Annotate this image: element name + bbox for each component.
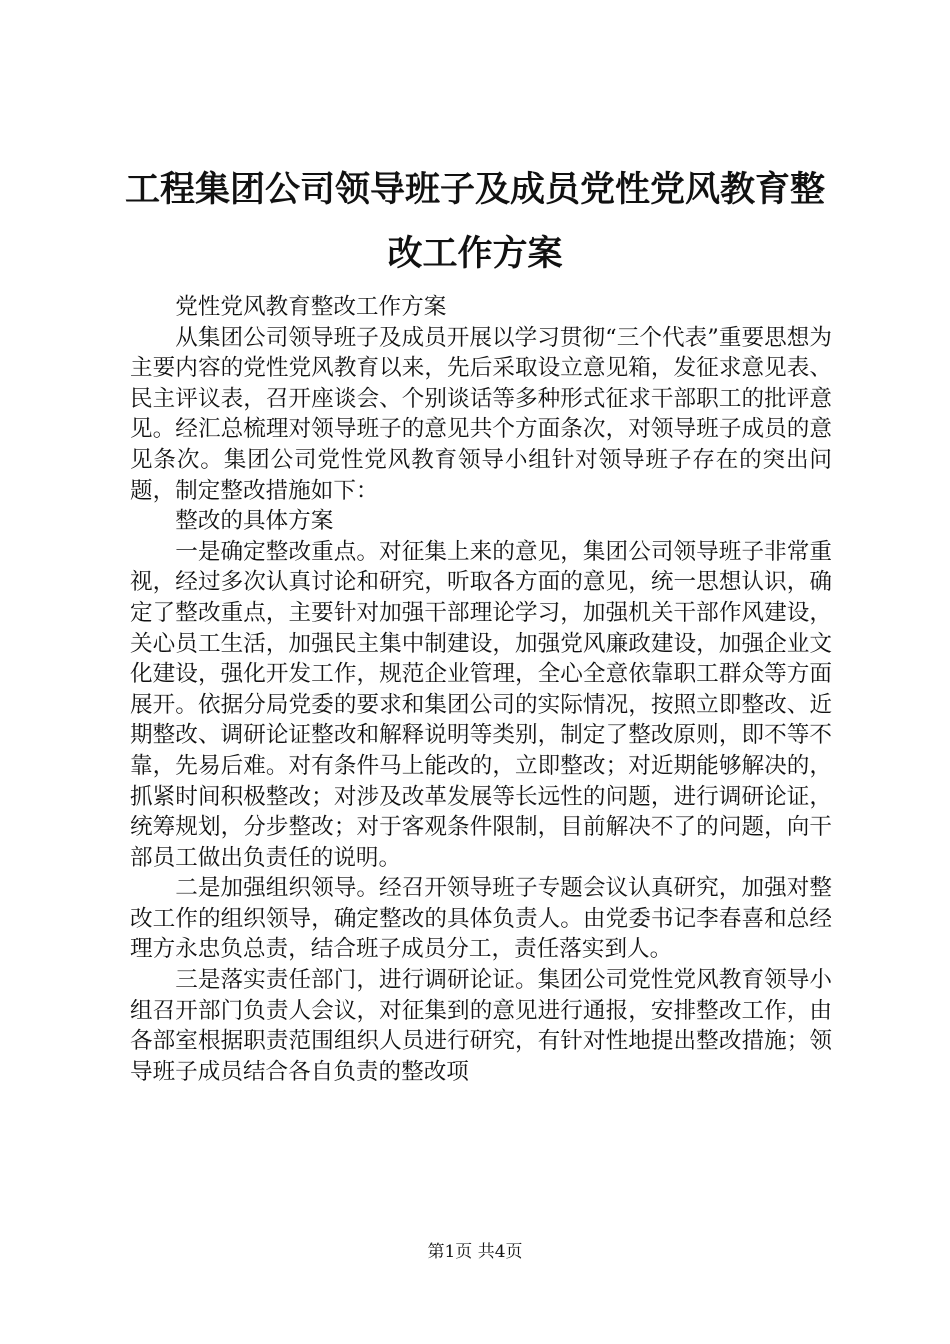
section-heading: 整改的具体方案 <box>175 508 334 535</box>
body-paragraph: 一是确定整改重点。对征集上来的意见，集团公司领导班子非常重视，经过多次认真讨论和研究，听取各方面的意见，统一思想认识，确定了整改重点，主要针对加强干部理论学习，加强机关干部作风建设，关心员工生活，加强民主集中制建设，加强党风廉政建设，加强企业文化建设，强化开发工作，规范企业管理，全心全意依靠职工群众等方面展开。依据分局党委的要求和集团公司的实际情况，按照立即整改、近期整改、调研论证整改和解释说明等类别，制定了整改原则，即不等不靠，先易后难。对有条件马上能改的，立即整改；对近期能够解决的，抓紧时间积极整改；对涉及改革发展等长远性的问题，进行调研论证，统筹规划，分步整改；对于客观条件限制，目前解决不了的问题，向干部员工做出负责任的说明。 <box>130 538 832 871</box>
body-paragraph: 从集团公司领导班子及成员开展以学习贯彻“三个代表”重要思想为主要内容的党性党风教育以来，先后采取设立意见箱，发征求意见表、民主评议表，召开座谈会、个别谈话等多种形式征求干部职工的批评意见。经汇总梳理对领导班子的意见共个方面条次，对领导班子成员的意见条次。集团公司党性党风教育领导小组针对领导班子存在的突出问题，制定整改措施如下： <box>130 324 832 504</box>
page-number: 第1页 共4页 <box>427 1242 523 1262</box>
body-paragraph: 二是加强组织领导。经召开领导班子专题会议认真研究，加强对整改工作的组织领导，确定整改的具体负责人。由党委书记李春喜和总经理方永忠负总责，结合班子成员分工，责任落实到人。 <box>130 875 832 963</box>
body-paragraph: 三是落实责任部门，进行调研论证。集团公司党性党风教育领导小组召开部门负责人会议，对征集到的意见进行通报，安排整改工作，由各部室根据职责范围组织人员进行研究，有针对性地提出整改措施；领导班子成员结合各自负责的整改项 <box>130 967 832 1085</box>
document-body <box>130 292 832 1087</box>
section-heading: 党性党风教育整改工作方案 <box>175 294 447 320</box>
document-title: 工程集团公司领导班子及成员党性党风教育整改工作方案 <box>124 170 825 274</box>
